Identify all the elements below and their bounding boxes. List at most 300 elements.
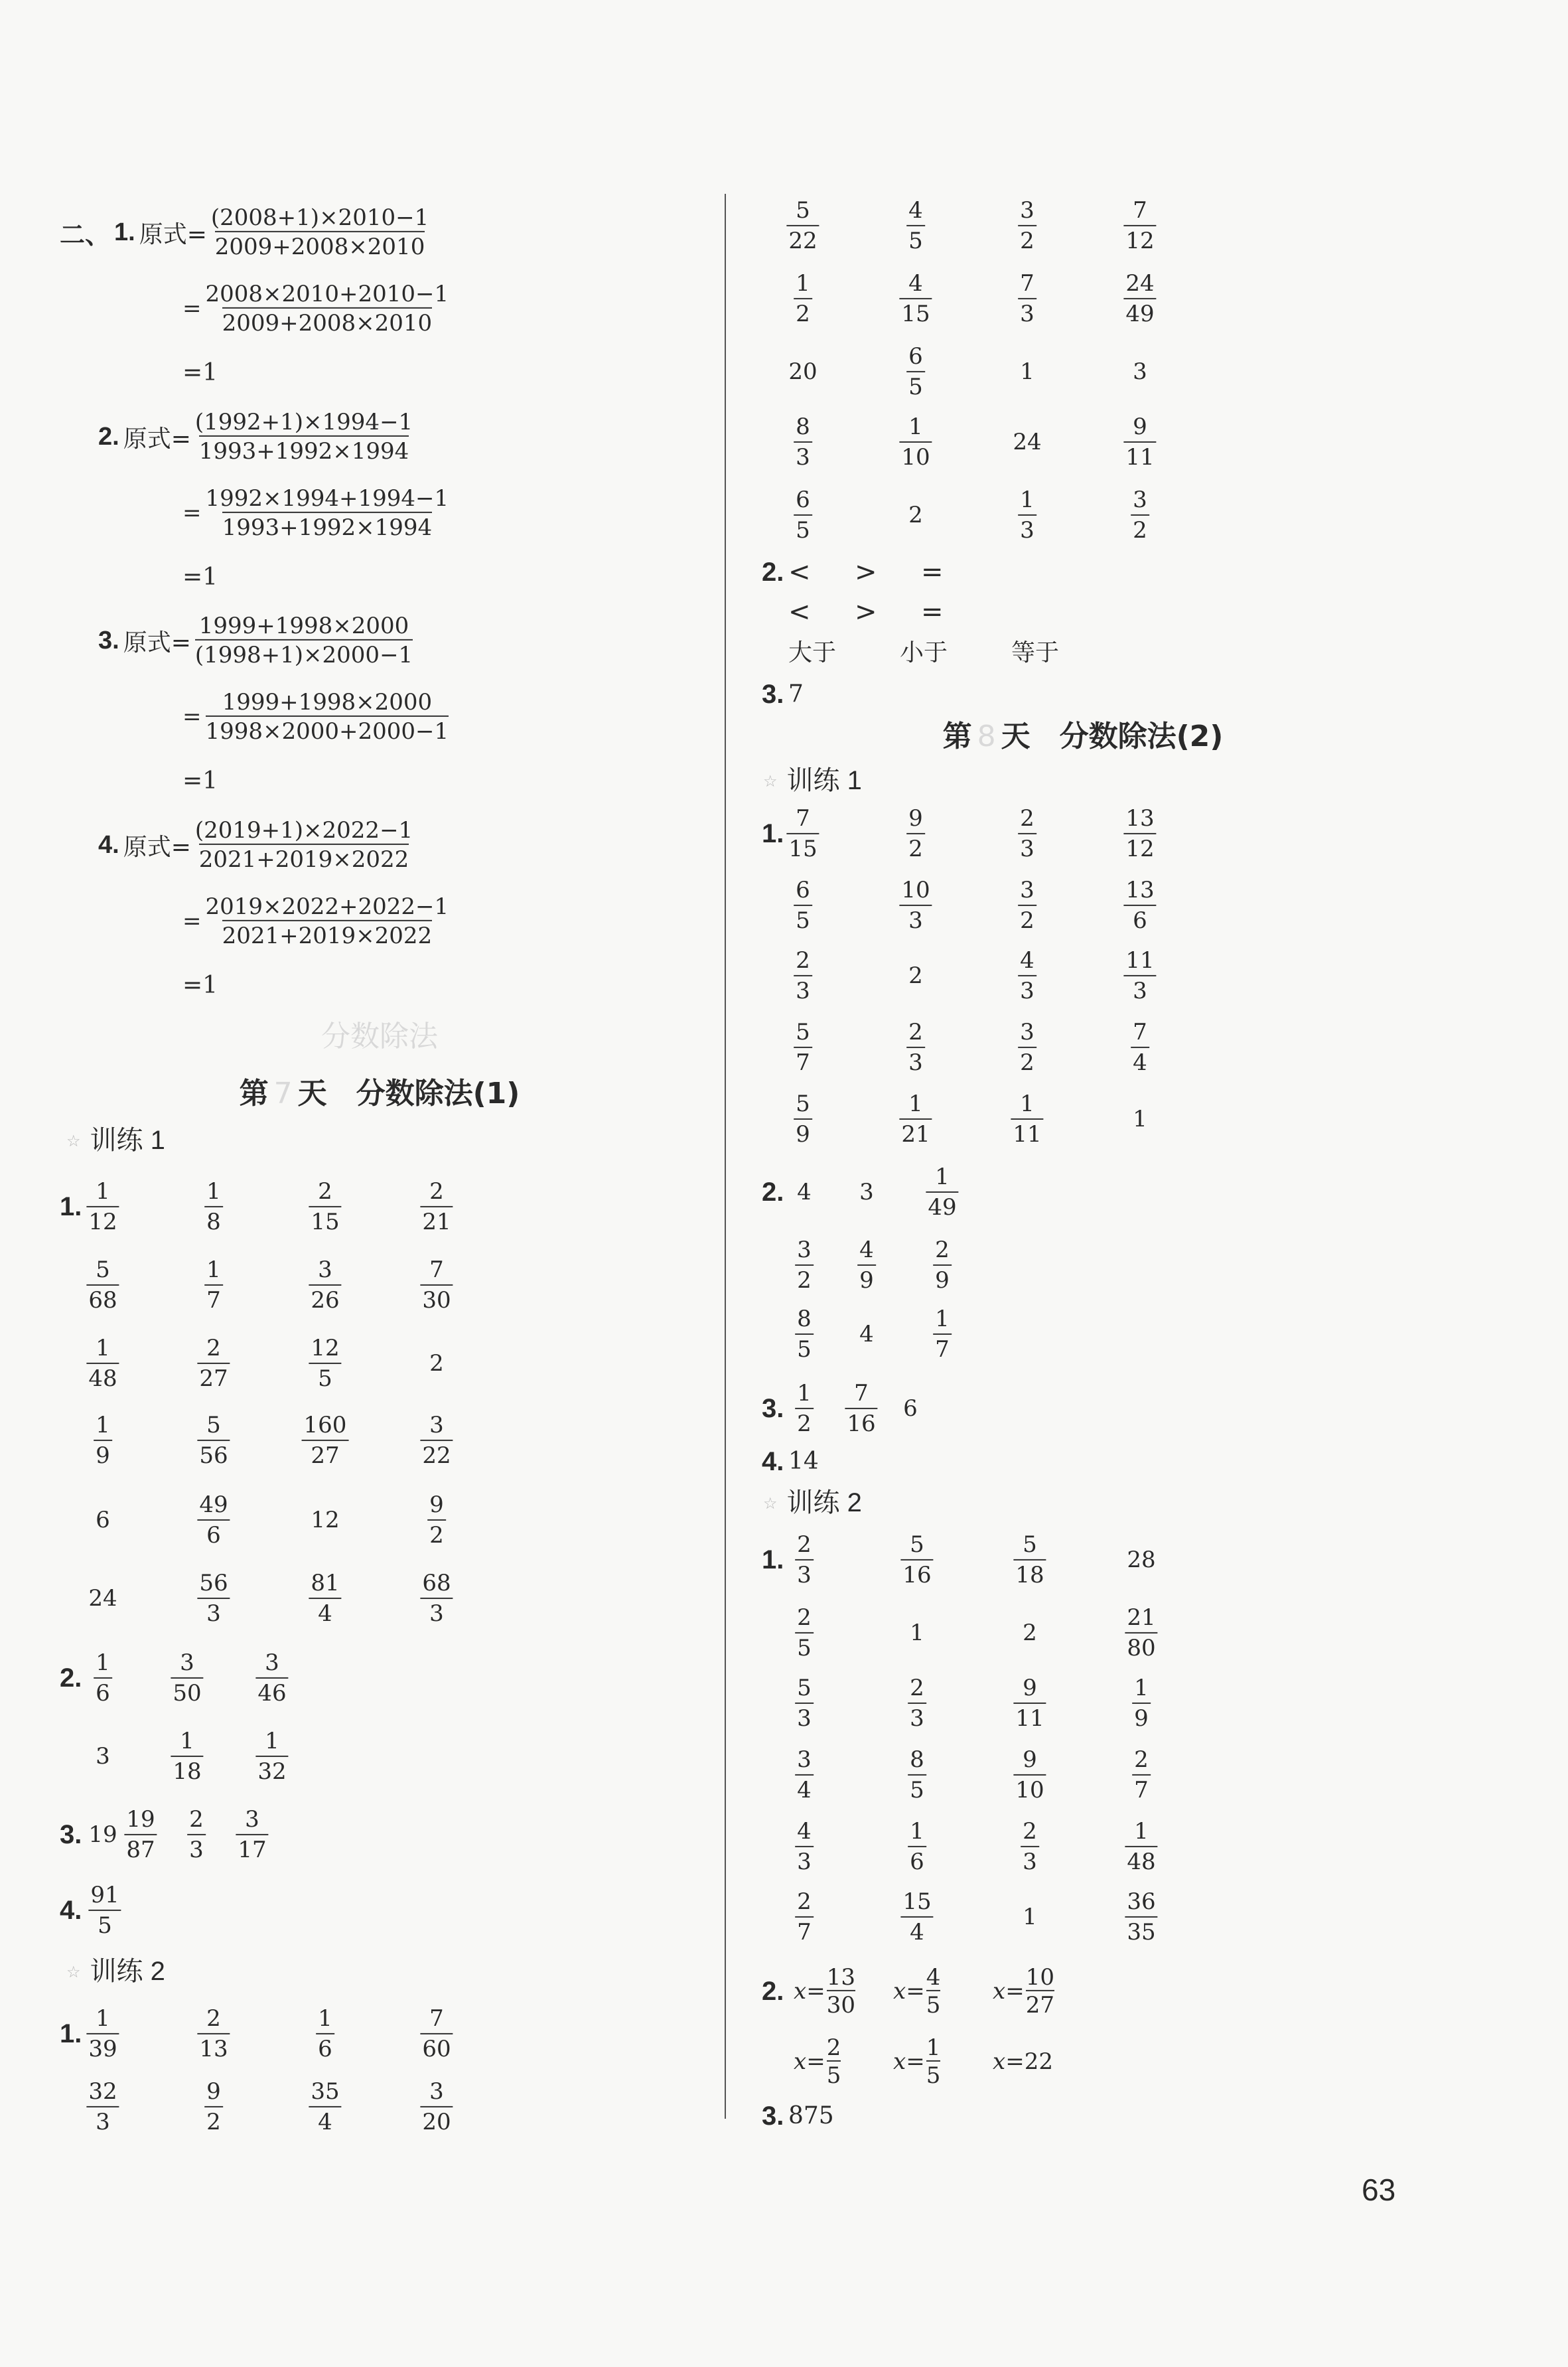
day7-t2-q1-r1-c3 bbox=[316, 2006, 334, 2062]
denominator: 10 bbox=[899, 441, 932, 470]
day7-t1-q1-r2-c3 bbox=[309, 1257, 341, 1313]
denominator: 10 bbox=[1013, 1774, 1046, 1803]
day8-t1-q1-r5-c4: 1 bbox=[1133, 1106, 1147, 1132]
numerator: 8 bbox=[910, 1746, 924, 1773]
denominator: 2009+2008×2010 bbox=[215, 231, 425, 260]
denominator: 22 bbox=[786, 225, 819, 254]
variable: x bbox=[794, 2048, 807, 2075]
denominator: 2 bbox=[794, 298, 812, 327]
question-number: 2. bbox=[98, 422, 119, 451]
day7-t1-q2-r1-c3 bbox=[255, 1650, 288, 1706]
numerator: 1 bbox=[96, 2005, 110, 2032]
denominator: 1993+1992×1994 bbox=[199, 435, 409, 465]
subsection-label: 训练 2 bbox=[90, 1957, 165, 1986]
day8-t1-q1-r5-c1 bbox=[794, 1091, 812, 1147]
numerator: 3 bbox=[1020, 1018, 1034, 1045]
day-number: 7 bbox=[273, 1077, 293, 1110]
denominator: 4 bbox=[309, 2106, 341, 2135]
numerator: 7 bbox=[1133, 196, 1147, 224]
denominator: 3 bbox=[795, 1703, 814, 1731]
numerator: 2 bbox=[935, 1236, 950, 1263]
denominator: 3 bbox=[197, 1598, 230, 1626]
numerator: 1 bbox=[908, 413, 923, 440]
numerator: 4 bbox=[1020, 947, 1034, 974]
numerator: 2 bbox=[1023, 1817, 1037, 1845]
heading-title: 天 分数除法(2) bbox=[1001, 720, 1224, 753]
denominator: 12 bbox=[1123, 225, 1156, 254]
numerator: 3 bbox=[180, 1649, 194, 1676]
day8-t2-q1-r5-c2 bbox=[908, 1819, 926, 1874]
numerator: 56 bbox=[199, 1569, 228, 1596]
numerator: 3 bbox=[1020, 196, 1034, 224]
numerator: 3 bbox=[797, 1236, 812, 1263]
day8-t2-q1-r2-c1 bbox=[795, 1605, 814, 1661]
denominator: 9 bbox=[1132, 1703, 1151, 1731]
denominator: 2 bbox=[795, 1264, 814, 1293]
denominator: 30 bbox=[420, 1284, 453, 1313]
day8-t1-q1-r5-c2 bbox=[899, 1091, 932, 1147]
denominator: 26 bbox=[309, 1284, 341, 1313]
denominator: 35 bbox=[1125, 1916, 1157, 1945]
fraction bbox=[206, 281, 449, 337]
day7-t1-q4-number: 4. bbox=[60, 1896, 82, 1925]
day7-t1-q1-number: 1. bbox=[60, 1192, 82, 1221]
denominator: 9 bbox=[857, 1264, 876, 1293]
denominator: 27 bbox=[197, 1363, 230, 1391]
denominator: 7 bbox=[794, 1047, 812, 1075]
denominator: 6 bbox=[908, 1846, 926, 1874]
numerator: 2 bbox=[796, 947, 810, 974]
numerator: 35 bbox=[311, 2078, 340, 2105]
numerator: 7 bbox=[429, 2005, 444, 2032]
day8-t2-q2-equation-r1-c3 bbox=[993, 1965, 1054, 2018]
denominator: 46 bbox=[255, 1677, 288, 1706]
day8-t1-q1-r2-c4 bbox=[1123, 878, 1156, 933]
numerator: 9 bbox=[908, 804, 923, 832]
denominator: 3 bbox=[794, 441, 812, 470]
denominator: 2009+2008×2010 bbox=[222, 307, 433, 337]
denominator: 49 bbox=[1123, 298, 1156, 327]
numerator: 12 bbox=[311, 1334, 340, 1361]
fraction bbox=[206, 893, 449, 949]
day7-t1-q3-item1: 19 bbox=[88, 1821, 117, 1848]
denominator: 3 bbox=[794, 975, 812, 1004]
equals-sign: = bbox=[906, 2048, 925, 2075]
numerator: 4 bbox=[859, 1236, 874, 1263]
numerator: 1 bbox=[1134, 1674, 1149, 1701]
day7-t1-q1-r2-c2 bbox=[204, 1257, 223, 1313]
cont-q1-r3-c4: 3 bbox=[1133, 358, 1147, 385]
numerator: 1 bbox=[1020, 486, 1034, 513]
day8-t1-q3-item3: 6 bbox=[903, 1395, 918, 1422]
denominator: 49 bbox=[926, 1191, 958, 1220]
equals-sign: = bbox=[182, 500, 202, 526]
cont-q1-r1-c2 bbox=[906, 198, 925, 254]
star-icon: ☆ bbox=[66, 1132, 81, 1151]
denominator: 3 bbox=[908, 1703, 926, 1731]
numerator: 2 bbox=[910, 1674, 924, 1701]
numerator: 4 bbox=[797, 1817, 812, 1845]
cont-q1-r2-c2 bbox=[899, 271, 932, 327]
comparison-line1 bbox=[788, 559, 987, 585]
comparison-symbol: = bbox=[921, 557, 944, 587]
day-number: 8 bbox=[977, 720, 996, 753]
denominator: 18 bbox=[171, 1756, 203, 1784]
numerator: 1999+1998×2000 bbox=[222, 688, 433, 716]
day7-t1-q1-r1-c3 bbox=[309, 1179, 341, 1235]
day8-t1-q2-r2-c3 bbox=[933, 1237, 952, 1293]
denominator: 3 bbox=[795, 1559, 814, 1588]
day8-t1-q2-r2-c2 bbox=[857, 1237, 876, 1293]
day8-t2-q1-r4-c4 bbox=[1132, 1747, 1151, 1803]
expression-2-step2 bbox=[182, 485, 449, 541]
fraction bbox=[926, 1965, 941, 2018]
variable: x bbox=[893, 2048, 906, 2075]
denominator: 17 bbox=[236, 1834, 268, 1863]
denominator: 8 bbox=[204, 1206, 223, 1235]
fraction bbox=[206, 485, 449, 541]
numerator: 2 bbox=[206, 2005, 221, 2032]
equals-sign: = bbox=[182, 295, 202, 322]
fraction bbox=[206, 689, 449, 745]
numerator: 15 bbox=[902, 1888, 932, 1915]
numerator: 6 bbox=[908, 343, 923, 370]
numerator: 3 bbox=[1020, 876, 1034, 903]
denominator: 6 bbox=[197, 1519, 230, 1548]
expression-3-result: =1 bbox=[182, 767, 218, 795]
cont-q1-r5-c2: 2 bbox=[908, 502, 923, 528]
day8-t1-q1-r1-c4 bbox=[1123, 806, 1156, 862]
day7-heading bbox=[240, 1079, 520, 1108]
denominator: 32 bbox=[255, 1756, 288, 1784]
day8-t2-q1-r4-c1 bbox=[795, 1747, 814, 1803]
day7-t2-q1-r2-c2 bbox=[204, 2079, 223, 2135]
numerator: 11 bbox=[1125, 947, 1155, 974]
day8-t2-q1-r1-c4: 28 bbox=[1127, 1547, 1156, 1573]
numerator: (2008+1)×2010−1 bbox=[210, 204, 429, 231]
page-number: 63 bbox=[1362, 2173, 1396, 2207]
numerator: 3 bbox=[265, 1649, 279, 1676]
heading-prefix: 第 bbox=[239, 1077, 269, 1110]
day8-t2-q1-number: 1. bbox=[762, 1545, 784, 1574]
numerator: 1 bbox=[180, 1727, 194, 1754]
day7-t1-q1-r6-c2 bbox=[197, 1570, 230, 1626]
denominator: 2 bbox=[1018, 225, 1036, 254]
numerator: (2019+1)×2022−1 bbox=[194, 816, 413, 844]
numerator: 1 bbox=[935, 1163, 950, 1190]
numerator: 49 bbox=[199, 1491, 228, 1518]
expression-4-result: =1 bbox=[182, 972, 218, 999]
day8-t1-q1-r5-c3 bbox=[1011, 1091, 1043, 1147]
day8-t2-q1-r5-c4 bbox=[1125, 1819, 1157, 1874]
variable: x bbox=[993, 1978, 1006, 2005]
numerator: 1 bbox=[96, 1649, 110, 1676]
fraction bbox=[1026, 1965, 1054, 2018]
denominator: 9 bbox=[794, 1118, 812, 1147]
numerator: 2019×2022+2022−1 bbox=[205, 893, 449, 920]
cont-q1-r2-c3 bbox=[1018, 271, 1036, 327]
day8-t2-q1-r3-c1 bbox=[795, 1675, 814, 1731]
denominator: 11 bbox=[1123, 441, 1156, 470]
day8-t1-q4-answer: 14 bbox=[788, 1448, 819, 1475]
day8-t2-q1-r2-c2: 1 bbox=[910, 1620, 924, 1646]
day8-t2-q3-number: 3. bbox=[762, 2101, 784, 2131]
numerator: 1 bbox=[926, 2034, 941, 2061]
numerator: 5 bbox=[96, 1256, 110, 1283]
cont-q1-r4-c1 bbox=[794, 414, 812, 470]
subsection-label: 训练 2 bbox=[786, 1488, 862, 1517]
denominator: 3 bbox=[906, 1047, 925, 1075]
day7-t1-q2-r2-c1: 3 bbox=[96, 1743, 110, 1770]
cont-q1-r1-c3 bbox=[1018, 198, 1036, 254]
column-divider bbox=[725, 194, 726, 2119]
star-icon: ☆ bbox=[66, 1963, 81, 1982]
equals-sign: = bbox=[1005, 2048, 1025, 2075]
day7-t2-q1-r1-c2 bbox=[197, 2006, 230, 2062]
denominator: 48 bbox=[86, 1363, 119, 1391]
day8-t1-q3-number: 3. bbox=[762, 1394, 784, 1423]
denominator: 1998×2000+2000−1 bbox=[206, 716, 449, 745]
day8-t1-q3-item2 bbox=[845, 1381, 877, 1436]
day7-t1-q1-r1-c4 bbox=[420, 1179, 453, 1235]
denominator: 12 bbox=[1123, 833, 1156, 862]
denominator: 6 bbox=[1123, 905, 1156, 933]
day7-t1-q3-item4 bbox=[236, 1807, 268, 1863]
denominator: 9 bbox=[94, 1440, 112, 1468]
denominator: 27 bbox=[1026, 1990, 1054, 2018]
numerator: 2 bbox=[908, 1018, 923, 1045]
day7-training1-label bbox=[66, 1127, 165, 1154]
comparison-word: 大于 bbox=[788, 639, 837, 666]
cont-q1-r4-c2 bbox=[899, 414, 932, 470]
day7-t1-q1-r3-c3 bbox=[309, 1336, 341, 1391]
denominator: 3 bbox=[1123, 975, 1156, 1004]
numerator: 32 bbox=[88, 2078, 117, 2105]
denominator: 3 bbox=[1018, 833, 1036, 862]
denominator: 5 bbox=[906, 225, 925, 254]
fraction bbox=[195, 409, 413, 465]
original-expression-label: 原式= bbox=[123, 425, 191, 453]
denominator: 3 bbox=[1018, 298, 1036, 327]
numerator: (1992+1)×1994−1 bbox=[194, 408, 413, 435]
denominator: 5 bbox=[795, 1334, 814, 1362]
day8-t2-q1-r5-c3 bbox=[1021, 1819, 1039, 1874]
numerator: 19 bbox=[126, 1805, 155, 1833]
day7-t1-q2-r1-c1 bbox=[94, 1650, 112, 1706]
numerator: 81 bbox=[311, 1569, 340, 1596]
numerator: 2 bbox=[206, 1334, 221, 1361]
day7-t1-q1-r1-c1 bbox=[86, 1179, 119, 1235]
numerator: 1 bbox=[1134, 1817, 1149, 1845]
numerator: 1 bbox=[206, 1178, 221, 1205]
day8-t2-q1-r3-c3 bbox=[1013, 1675, 1046, 1731]
day8-t2-q1-r4-c2 bbox=[908, 1747, 926, 1803]
day7-t1-q1-r6-c3 bbox=[309, 1570, 341, 1626]
denominator: 6 bbox=[94, 1677, 112, 1706]
denominator: 7 bbox=[795, 1916, 814, 1945]
comparison-symbol: > bbox=[855, 557, 877, 587]
day8-t1-q1-r4-c4 bbox=[1131, 1020, 1149, 1075]
numerator: 1 bbox=[206, 1256, 221, 1283]
day7-t1-q1-r4-c3 bbox=[302, 1413, 349, 1468]
denominator: 16 bbox=[900, 1559, 933, 1588]
denominator: 3 bbox=[1018, 975, 1036, 1004]
day8-t1-q1-r2-c3 bbox=[1018, 878, 1036, 933]
day7-t1-q1-r3-c1 bbox=[86, 1336, 119, 1391]
numerator: 1 bbox=[935, 1305, 950, 1332]
denominator: 4 bbox=[1131, 1047, 1149, 1075]
day7-t2-q1-number: 1. bbox=[60, 2019, 82, 2048]
numerator: 24 bbox=[1125, 269, 1155, 297]
numerator: 3 bbox=[318, 1256, 332, 1283]
numerator: 7 bbox=[429, 1256, 444, 1283]
day7-t2-q1-r2-c4 bbox=[420, 2079, 453, 2135]
numerator: 5 bbox=[1023, 1531, 1037, 1558]
day7-t2-q1-r2-c1 bbox=[86, 2079, 119, 2135]
denominator: 11 bbox=[1013, 1703, 1046, 1731]
fraction bbox=[211, 204, 429, 260]
question-number: 1. bbox=[114, 218, 135, 246]
day7-t1-q1-r2-c1 bbox=[86, 1257, 119, 1313]
numerator: 68 bbox=[422, 1569, 451, 1596]
day8-t1-q1-r4-c3 bbox=[1018, 1020, 1036, 1075]
denominator: 2 bbox=[795, 1408, 814, 1436]
cont-q1-r2-c4 bbox=[1123, 271, 1156, 327]
denominator: 68 bbox=[86, 1284, 119, 1313]
subsection-label: 训练 1 bbox=[90, 1126, 165, 1155]
variable: x bbox=[993, 2048, 1006, 2075]
day8-t1-q1-number: 1. bbox=[762, 819, 784, 848]
numerator: 2 bbox=[826, 2034, 841, 2061]
numerator: 7 bbox=[854, 1379, 869, 1407]
expression-3-step2 bbox=[182, 689, 449, 745]
heading-prefix: 第 bbox=[942, 720, 972, 753]
denominator: 15 bbox=[899, 298, 932, 327]
day8-t1-q1-r2-c2 bbox=[899, 878, 932, 933]
day8-t1-q1-r3-c1 bbox=[794, 948, 812, 1004]
numerator: 9 bbox=[1133, 413, 1147, 440]
day8-heading bbox=[943, 722, 1224, 751]
day8-t1-q1-r1-c3 bbox=[1018, 806, 1036, 862]
numerator: 3 bbox=[1133, 486, 1147, 513]
equals-sign: = bbox=[182, 908, 202, 935]
denominator: 3 bbox=[1018, 514, 1036, 543]
denominator: 5 bbox=[794, 905, 812, 933]
original-expression-label: 原式= bbox=[123, 833, 191, 861]
cont-q1-r5-c3 bbox=[1018, 487, 1036, 543]
denominator: 2 bbox=[1018, 905, 1036, 933]
denominator: 48 bbox=[1125, 1846, 1157, 1874]
expression-1-result: =1 bbox=[182, 359, 218, 386]
day8-t2-q1-r6-c2 bbox=[900, 1889, 933, 1945]
day8-t1-q2-r3-c2: 4 bbox=[859, 1321, 874, 1347]
day8-t2-q1-r1-c1 bbox=[795, 1532, 814, 1588]
day7-t1-q1-r5-c2 bbox=[197, 1492, 230, 1548]
denominator: 2 bbox=[906, 833, 925, 862]
cont-q1-r5-c4 bbox=[1131, 487, 1149, 543]
day8-training2-label bbox=[763, 1489, 862, 1516]
day8-t1-q2-r3-c1 bbox=[795, 1306, 814, 1362]
day8-t1-q1-r3-c2: 2 bbox=[908, 962, 923, 989]
day8-t2-q2-equation-r2-c2 bbox=[893, 2035, 940, 2088]
denominator: 2021+2019×2022 bbox=[222, 920, 433, 949]
section-title: 分数除法 bbox=[321, 1020, 438, 1053]
numerator: 10 bbox=[901, 876, 930, 903]
day8-t1-q1-r4-c1 bbox=[794, 1020, 812, 1075]
right-q2-number: 2. bbox=[762, 558, 784, 587]
numerator: 6 bbox=[796, 486, 810, 513]
denominator: 4 bbox=[795, 1774, 814, 1803]
numerator: 21 bbox=[1127, 1604, 1156, 1631]
day8-t1-q1-r2-c1 bbox=[794, 878, 812, 933]
numerator: 4 bbox=[926, 1963, 941, 1991]
denominator: 2 bbox=[1131, 514, 1149, 543]
denominator: 2021+2019×2022 bbox=[199, 844, 409, 873]
day8-t1-q2-r1-c1: 4 bbox=[797, 1179, 812, 1205]
day7-t1-q1-r1-c2 bbox=[204, 1179, 223, 1235]
day8-t2-q1-r3-c4 bbox=[1132, 1675, 1151, 1731]
fraction bbox=[926, 2035, 941, 2088]
numerator: 2 bbox=[797, 1888, 812, 1915]
denominator: 13 bbox=[197, 2033, 230, 2062]
day8-t1-q4-number: 4. bbox=[762, 1447, 784, 1476]
numerator: 2008×2010+2010−1 bbox=[205, 280, 449, 307]
day8-t1-q2-r3-c3 bbox=[933, 1306, 952, 1362]
denominator: 2 bbox=[1018, 1047, 1036, 1075]
denominator: 3 bbox=[86, 2106, 119, 2135]
day8-t1-q1-r1-c2 bbox=[906, 806, 925, 862]
numerator: 7 bbox=[1133, 1018, 1147, 1045]
day7-t1-q2-r2-c3 bbox=[255, 1728, 288, 1784]
numerator: 1 bbox=[797, 1379, 812, 1407]
equals-sign: = bbox=[806, 2048, 825, 2075]
denominator: 1993+1992×1994 bbox=[222, 512, 433, 541]
denominator: 3 bbox=[420, 1598, 453, 1626]
denominator: (1998+1)×2000−1 bbox=[195, 639, 413, 668]
cont-q1-r5-c1 bbox=[794, 487, 812, 543]
day8-t1-q1-r4-c2 bbox=[906, 1020, 925, 1075]
fraction bbox=[195, 613, 413, 668]
denominator: 21 bbox=[899, 1118, 932, 1147]
numerator: 1 bbox=[96, 1178, 110, 1205]
numerator: 1 bbox=[796, 269, 810, 297]
comparison-words bbox=[788, 641, 1059, 665]
numerator: 5 bbox=[796, 196, 810, 224]
numerator: 6 bbox=[796, 876, 810, 903]
numerator: 1 bbox=[908, 1090, 923, 1117]
denominator: 4 bbox=[309, 1598, 341, 1626]
day7-t1-q1-r3-c4: 2 bbox=[429, 1350, 444, 1377]
numerator: 13 bbox=[826, 1963, 855, 1991]
expression-1-step2 bbox=[182, 281, 449, 337]
denominator: 12 bbox=[86, 1206, 119, 1235]
denominator: 39 bbox=[86, 2033, 119, 2062]
denominator: 80 bbox=[1125, 1632, 1157, 1661]
day8-t2-q2-number: 2. bbox=[762, 1977, 784, 2006]
day8-t2-q1-r5-c1 bbox=[795, 1819, 814, 1874]
fraction bbox=[827, 1965, 855, 2018]
day7-t1-q1-r2-c4 bbox=[420, 1257, 453, 1313]
day7-t1-q1-r5-c3: 12 bbox=[311, 1507, 340, 1533]
day7-t1-q3-item2 bbox=[124, 1807, 157, 1863]
denominator: 3 bbox=[1021, 1846, 1039, 1874]
denominator: 2 bbox=[427, 1519, 446, 1548]
variable: x bbox=[794, 1978, 807, 2005]
numerator: 13 bbox=[1125, 804, 1155, 832]
comparison-symbol: < bbox=[788, 597, 811, 627]
numerator: 9 bbox=[429, 1491, 444, 1518]
comparison-word: 等于 bbox=[1011, 639, 1060, 666]
